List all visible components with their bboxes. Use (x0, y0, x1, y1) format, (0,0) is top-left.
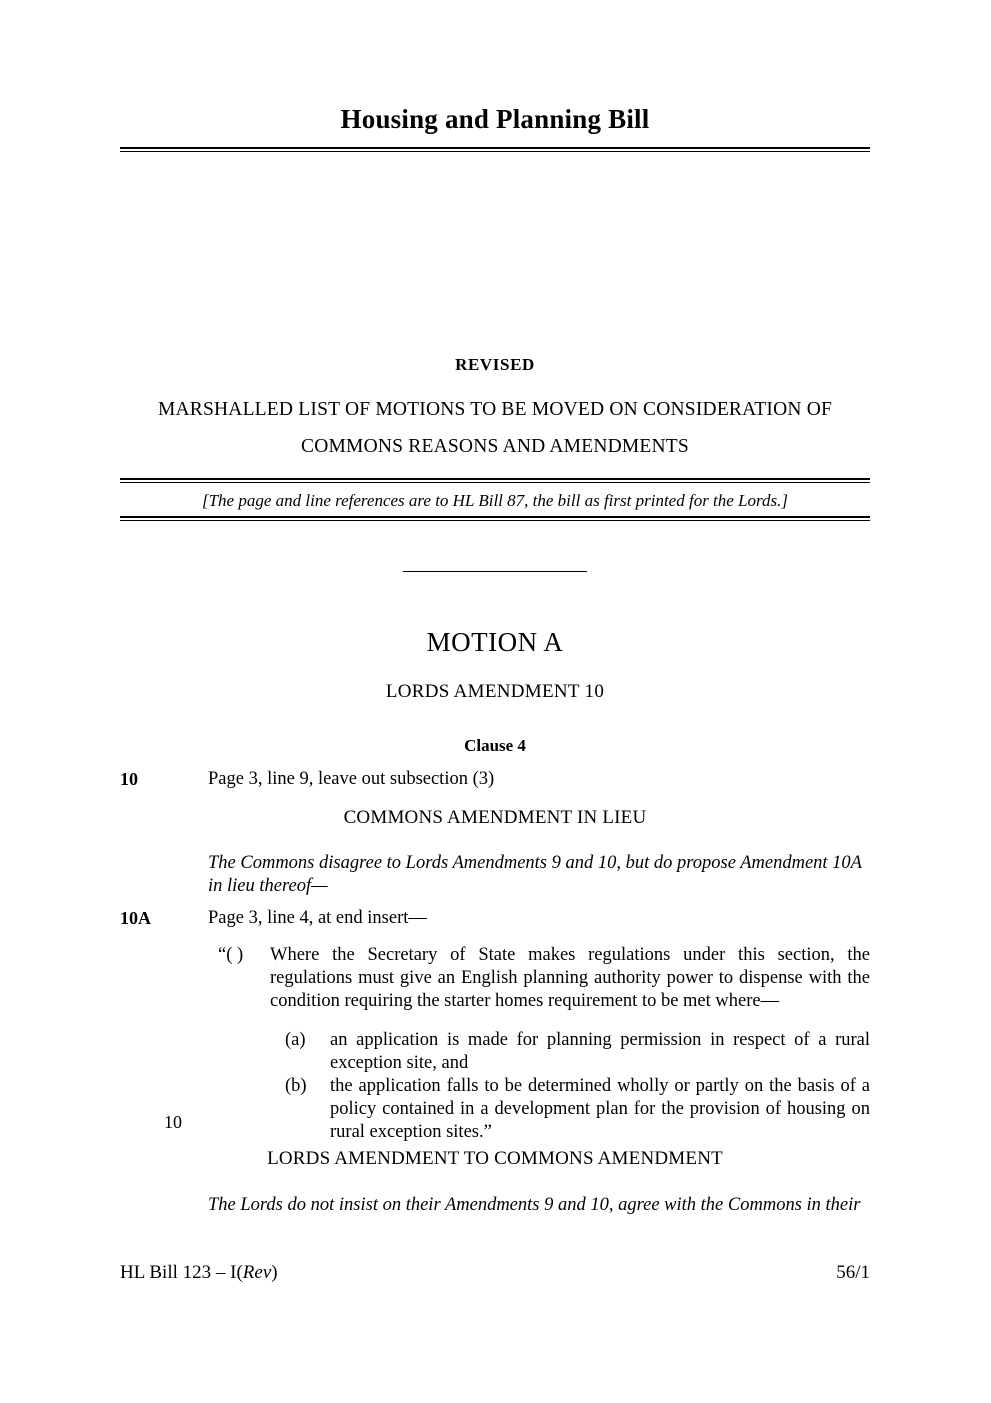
sub-paragraph-b-marker: (b) (285, 1076, 307, 1096)
section-separator-rule (403, 571, 587, 572)
marshalled-line-1: MARSHALLED LIST OF MOTIONS TO BE MOVED ON CONSIDERATION OF (157, 399, 833, 420)
amendment-text-10: Page 3, line 9, leave out subsection (3) (208, 769, 495, 789)
bill-reference (120, 1262, 278, 1284)
margin-line-number: 10 (164, 1112, 182, 1132)
bill-reference-prefix: HL Bill 123 – I( (120, 1262, 243, 1283)
marshalled-list-heading (120, 391, 870, 465)
bill-reference-suffix: ) (271, 1262, 278, 1283)
note-rule-top (120, 478, 870, 483)
note-rule-bottom (120, 516, 870, 521)
commons-narrative: The Commons disagree to Lords Amendments 9 and 10, but do propose Amendment 10A in lieu thereof— (208, 853, 862, 896)
quoted-body: Where the Secretary of State makes regulations under this section, the regulations must give an English planning authority power to dispense with the condition requiring the starter homes requirement to be met where— (270, 945, 870, 1011)
lords-amendment-to-commons-heading: LORDS AMENDMENT TO COMMONS AMENDMENT (267, 1148, 723, 1169)
sub-paragraph-b (285, 1075, 870, 1144)
sub-paragraph-a (285, 1029, 870, 1075)
amendment-row-10a (120, 907, 870, 930)
reference-note: [The page and line references are to HL Bill 87, the bill as first printed for the Lords.] (201, 491, 788, 510)
bill-reference-rev: Rev (242, 1262, 272, 1283)
amendment-number-10a: 10A (120, 908, 151, 928)
amendment-text-10a: Page 3, line 4, at end insert— (208, 908, 427, 928)
quoted-insertion (218, 944, 870, 1013)
sub-paragraph-a-text: an application is made for planning permission in respect of a rural exception site, and (330, 1030, 870, 1073)
sub-paragraph-a-marker: (a) (285, 1030, 306, 1050)
page-footer (120, 1262, 870, 1284)
quoted-marker: “( ) (218, 945, 244, 965)
sub-paragraph-b-text: the application falls to be determined wholly or partly on the basis of a policy contained in a development plan for the provision of housing on rural exception sites.” (330, 1076, 870, 1142)
motion-subheading: LORDS AMENDMENT 10 (385, 681, 605, 702)
marshalled-line-2: COMMONS REASONS AND AMENDMENTS (301, 436, 689, 457)
clause-heading: Clause 4 (464, 736, 526, 755)
amendment-number-10: 10 (120, 769, 138, 789)
page-title: Housing and Planning Bill (340, 104, 650, 134)
lords-narrative: The Lords do not insist on their Amendments 9 and 10, agree with the Commons in their (208, 1195, 861, 1215)
title-double-rule (120, 147, 870, 152)
motion-heading: MOTION A (426, 627, 564, 657)
revised-label: REVISED (455, 355, 535, 374)
amendment-row-10 (120, 768, 870, 791)
commons-amendment-in-lieu-heading: COMMONS AMENDMENT IN LIEU (343, 807, 647, 828)
page-number: 56/1 (836, 1262, 870, 1283)
